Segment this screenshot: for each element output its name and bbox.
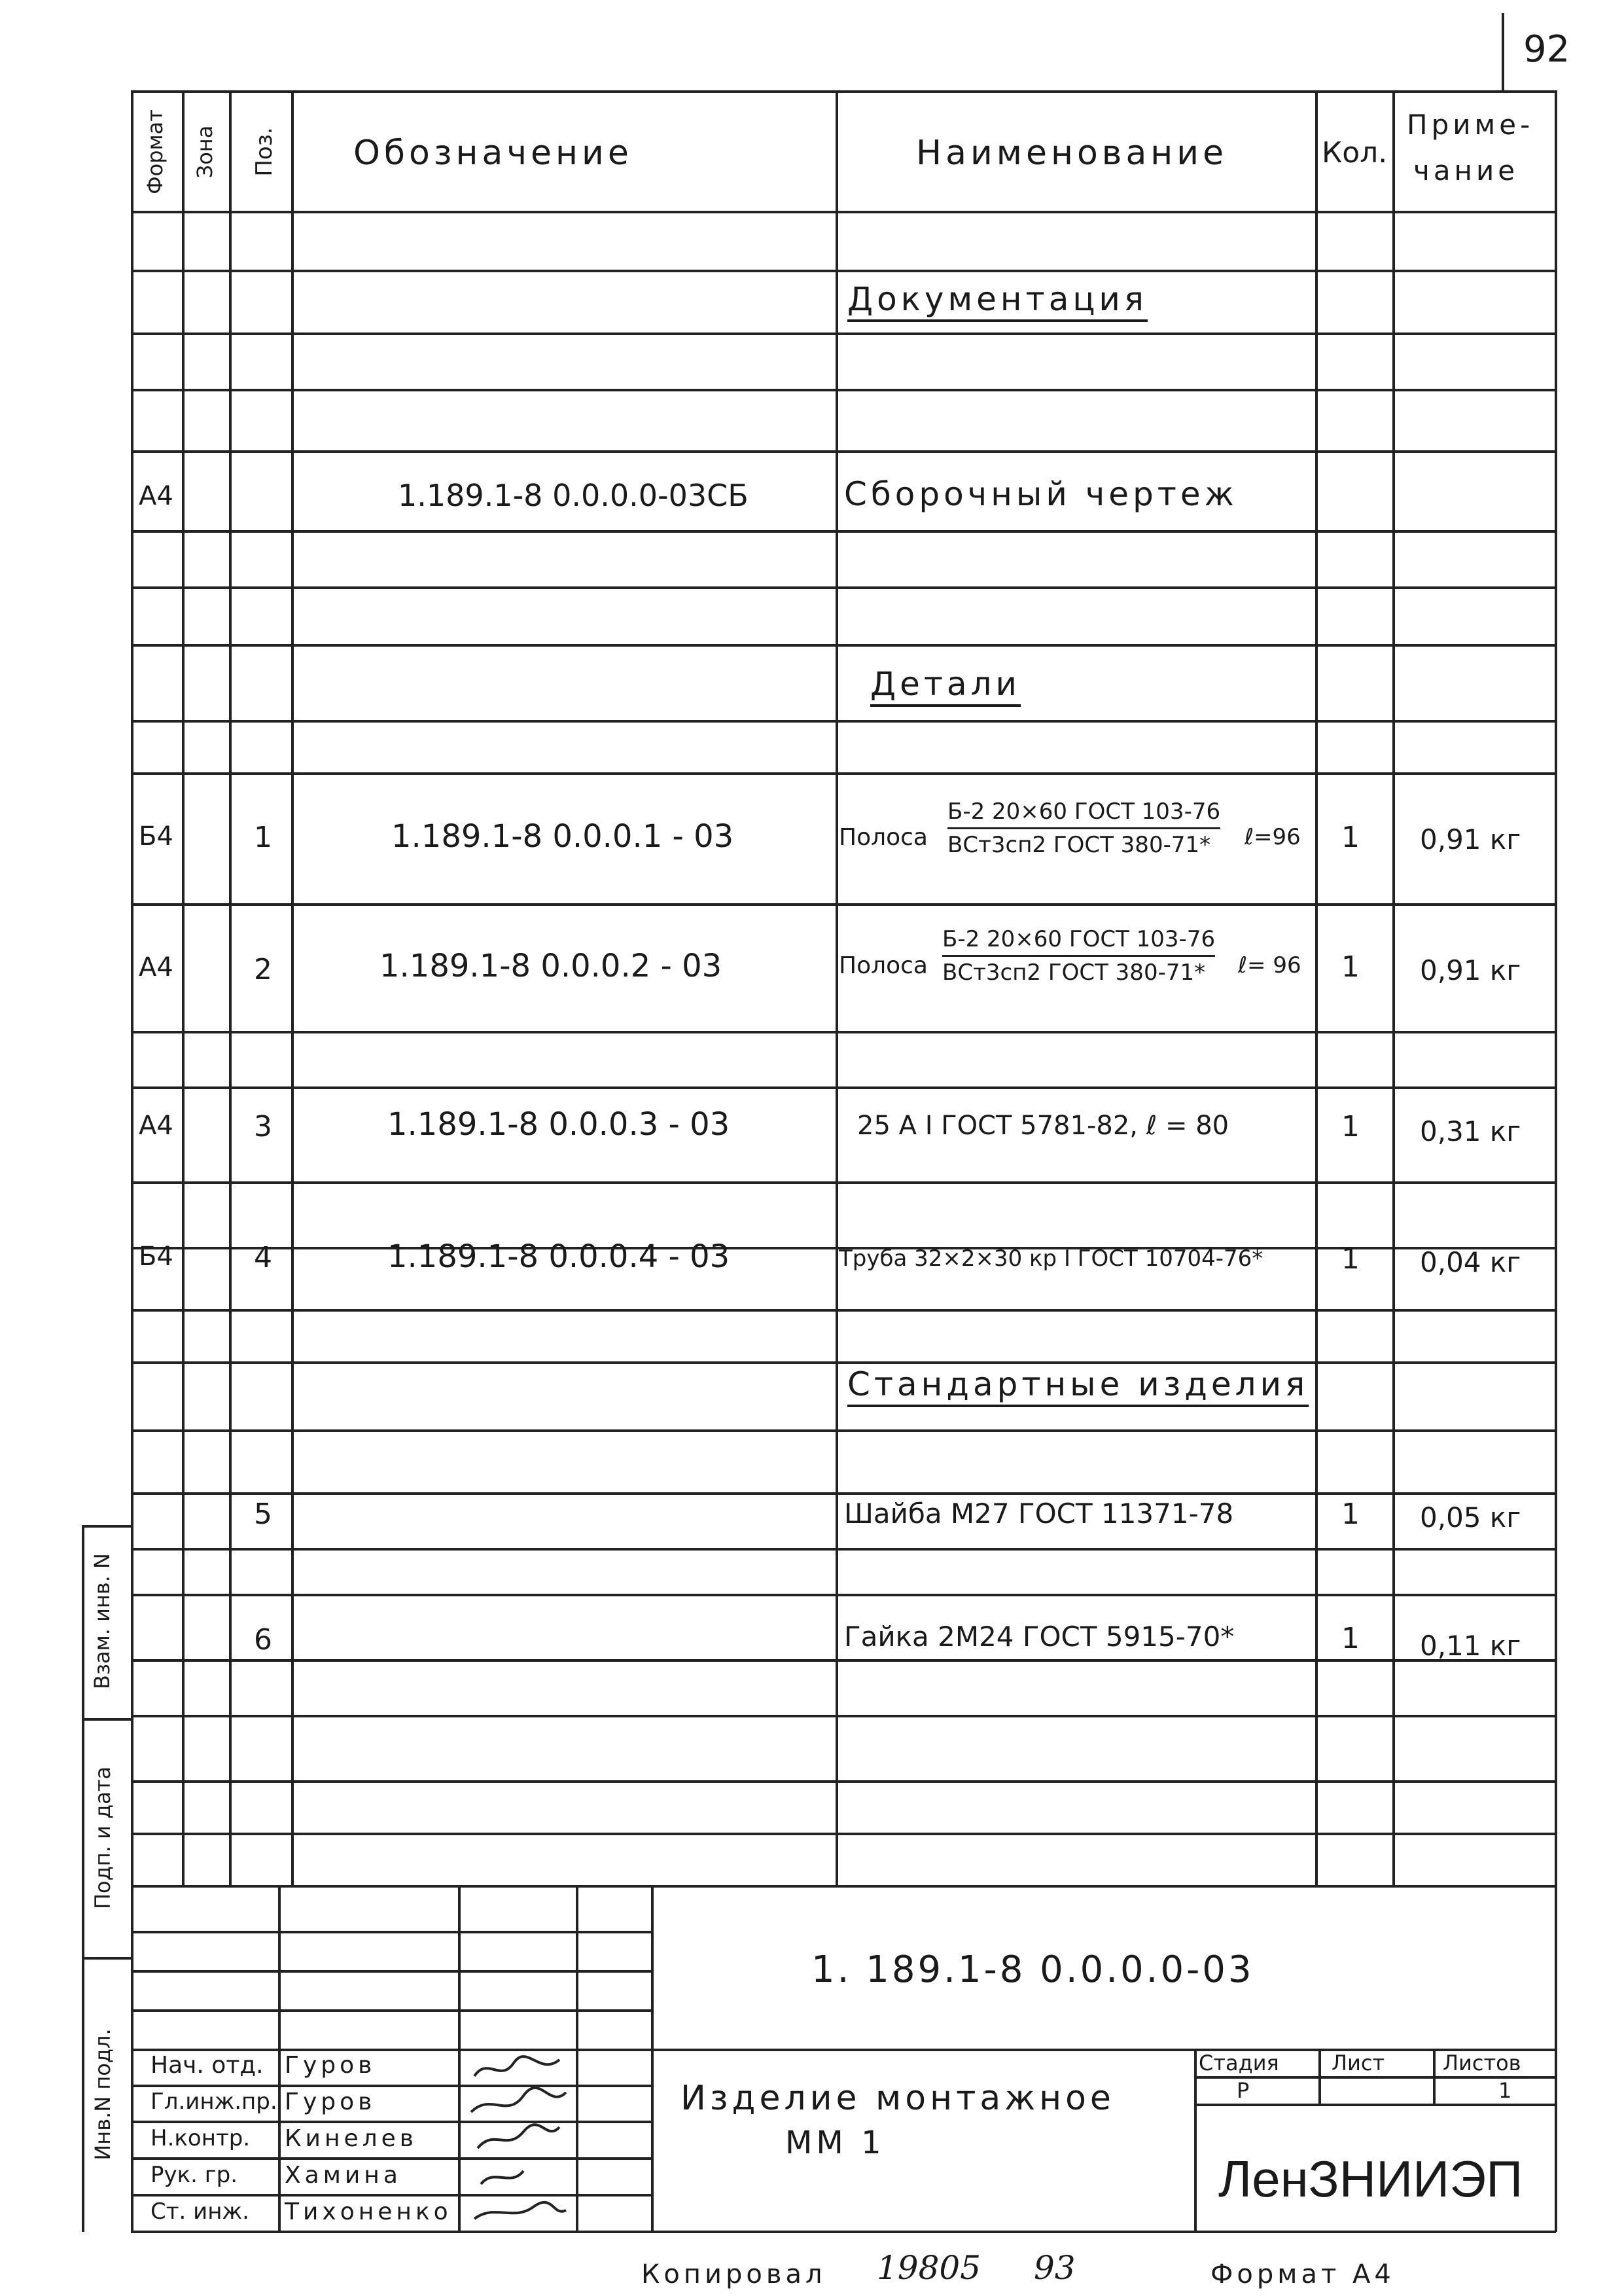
tb-row-line <box>131 1970 651 1973</box>
tb-row-line <box>131 2194 651 2197</box>
row4-designation: 1.189.1-8 0.0.0.4 - 03 <box>387 1238 730 1275</box>
row-line <box>131 1031 1556 1033</box>
row5-name: Шайба М27 ГОСТ 11371-78 <box>844 1498 1234 1530</box>
value-sheets: 1 <box>1498 2078 1512 2103</box>
row-line <box>131 1833 1556 1835</box>
side-stamp-podp-data: Подп. и дата <box>90 1767 115 1909</box>
row6-name: Гайка 2М24 ГОСТ 5915-70* <box>844 1621 1235 1653</box>
footer-number: 19805 <box>877 2249 981 2287</box>
footer-number-2: 93 <box>1034 2249 1076 2287</box>
header-designation: Обозначение <box>353 134 633 173</box>
row2-pos: 2 <box>254 953 272 986</box>
row3-designation: 1.189.1-8 0.0.0.3 - 03 <box>387 1106 730 1143</box>
section-details: Детали <box>870 665 1021 703</box>
row6-pos: 6 <box>254 1623 272 1657</box>
sheet-number-box-border <box>1502 13 1504 93</box>
row2-designation: 1.189.1-8 0.0.0.2 - 03 <box>380 948 722 984</box>
frame-top <box>131 90 1556 93</box>
row2-name-numerator: Б-2 20×60 ГОСТ 103-76 <box>942 926 1215 957</box>
side-stamp-vzam-inv: Взам. инв. N <box>90 1553 115 1689</box>
name-5: Тихоненко <box>285 2198 452 2225</box>
row-line <box>131 1361 1556 1364</box>
row2-note: 0,91 кг <box>1420 954 1521 986</box>
row4-pos: 4 <box>254 1241 272 1274</box>
row-line <box>131 720 1556 723</box>
role-chief-engineer: Гл.инж.пр. <box>150 2089 277 2115</box>
row2-qty: 1 <box>1341 950 1360 984</box>
row1-format: Б4 <box>139 821 173 852</box>
row3-format: А4 <box>139 1111 173 1141</box>
row1-name-prefix: Полоса <box>839 824 928 851</box>
header-note-2: чание <box>1413 154 1519 187</box>
row-line <box>131 586 1556 589</box>
row-line <box>131 1429 1556 1432</box>
assembly-designation: 1.189.1-8 0.0.0.0-03СБ <box>398 478 749 513</box>
row-line <box>131 1659 1556 1662</box>
label-stage: Стадия <box>1199 2051 1279 2075</box>
col-line-format <box>182 90 185 1885</box>
row2-name-denominator: ВСт3сп2 ГОСТ 380-71* <box>942 960 1206 986</box>
row-line <box>131 270 1556 272</box>
tb-stage-line <box>1194 2104 1556 2106</box>
col-line-pos <box>291 90 294 1885</box>
header-note-1: Приме- <box>1407 109 1534 141</box>
row2-name-length: ℓ= 96 <box>1238 952 1301 978</box>
row1-name-numerator: Б-2 20×60 ГОСТ 103-76 <box>947 798 1220 829</box>
row-line <box>131 530 1556 533</box>
tb-row-line <box>131 2121 651 2123</box>
tb-col-line <box>278 1885 281 2232</box>
title-doc-code: 1. 189.1-8 0.0.0.0-03 <box>811 1948 1254 1991</box>
title-product-line2: ММ 1 <box>785 2125 885 2161</box>
row-line <box>131 1492 1556 1495</box>
side-stamp-left-border <box>82 1525 84 2232</box>
footer-format: Формат А4 <box>1210 2259 1395 2289</box>
tb-col-line <box>458 1885 461 2232</box>
section-documentation: Документация <box>847 280 1148 318</box>
header-name: Наименование <box>916 134 1228 173</box>
name-4: Хамина <box>285 2162 402 2189</box>
assembly-name: Сборочный чертеж <box>844 475 1238 513</box>
side-stamp-inv-podl: Инв.N подл. <box>90 2028 115 2161</box>
col-line-zone <box>229 90 232 1885</box>
value-stage: Р <box>1237 2078 1250 2103</box>
row5-note: 0,05 кг <box>1420 1501 1521 1534</box>
col-line-designation <box>836 90 838 1885</box>
row2-name-prefix: Полоса <box>839 952 928 979</box>
row6-note: 0,11 кг <box>1420 1630 1521 1662</box>
row4-note: 0,04 кг <box>1420 1246 1521 1278</box>
row-line <box>131 1086 1556 1089</box>
row-line <box>131 772 1556 775</box>
title-block-top-line <box>131 1885 1556 1888</box>
label-sheets: Листов <box>1443 2051 1521 2075</box>
row1-note: 0,91 кг <box>1420 823 1521 855</box>
sheet-number: 92 <box>1523 28 1570 71</box>
row-line <box>131 1780 1556 1783</box>
row3-pos: 3 <box>254 1110 272 1143</box>
row-line <box>131 1309 1556 1312</box>
tb-row-line <box>131 2157 651 2160</box>
row2-name-fraction <box>942 926 1215 986</box>
tb-col-line <box>576 1885 578 2232</box>
frame-left <box>131 90 133 2232</box>
tb-row-line <box>131 2009 651 2012</box>
row1-name-length: ℓ=96 <box>1244 824 1301 850</box>
row4-format: Б4 <box>139 1242 173 1272</box>
role-senior-engineer: Ст. инж. <box>150 2198 249 2225</box>
col-line-qty <box>1392 90 1395 1885</box>
row2-format: А4 <box>139 952 173 982</box>
row3-qty: 1 <box>1341 1110 1360 1143</box>
tb-col-line <box>651 1885 654 2232</box>
row-line <box>131 1594 1556 1596</box>
row-line <box>131 332 1556 335</box>
row-line <box>131 903 1556 906</box>
signatures <box>461 2050 573 2230</box>
col-line-name <box>1315 90 1318 1885</box>
header-row-line <box>131 211 1556 213</box>
role-group-lead: Рук. гр. <box>150 2162 238 2188</box>
label-sheet: Лист <box>1332 2051 1385 2075</box>
tb-row-line <box>131 2085 651 2087</box>
title-product-line1: Изделие монтажное <box>680 2079 1115 2118</box>
header-pos: Поз. <box>251 127 277 177</box>
frame-right <box>1555 90 1557 2232</box>
header-qty: Кол. <box>1322 136 1388 170</box>
assembly-format: А4 <box>139 481 173 511</box>
row-line <box>131 450 1556 453</box>
name-3: Кинелев <box>285 2125 418 2152</box>
row1-designation: 1.189.1-8 0.0.0.1 - 03 <box>391 818 734 855</box>
header-zone: Зона <box>192 125 217 179</box>
row1-qty: 1 <box>1341 821 1360 854</box>
row5-pos: 5 <box>254 1498 272 1531</box>
row1-name-fraction <box>947 798 1220 858</box>
row1-name-denominator: ВСт3сп2 ГОСТ 380-71* <box>947 832 1211 858</box>
row1-pos: 1 <box>254 821 272 854</box>
row4-qty: 1 <box>1341 1242 1360 1276</box>
row6-qty: 1 <box>1341 1622 1360 1655</box>
section-standard-items: Стандартные изделия <box>847 1365 1309 1403</box>
org-name: ЛенЗНИИЭП <box>1218 2150 1523 2208</box>
header-format: Формат <box>143 109 168 194</box>
tb-row-line <box>131 1931 651 1933</box>
row-line <box>131 389 1556 391</box>
row-line <box>131 1181 1556 1184</box>
role-head-of-dept: Нач. отд. <box>150 2052 264 2079</box>
row3-name: 25 А I ГОСТ 5781-82, ℓ = 80 <box>857 1111 1229 1141</box>
row-line <box>131 1548 1556 1551</box>
name-1: Гуров <box>285 2052 376 2079</box>
name-2: Гуров <box>285 2089 376 2115</box>
row-line <box>131 1715 1556 1717</box>
row5-qty: 1 <box>1341 1498 1360 1531</box>
frame-bottom <box>131 2231 1556 2233</box>
row-line <box>131 644 1556 647</box>
row3-note: 0,31 кг <box>1420 1115 1521 1147</box>
row4-name: Труба 32×2×30 кр I ГОСТ 10704-76* <box>839 1246 1263 1272</box>
footer-copied: Копировал <box>641 2259 826 2289</box>
role-norm-control: Н.контр. <box>150 2125 251 2151</box>
